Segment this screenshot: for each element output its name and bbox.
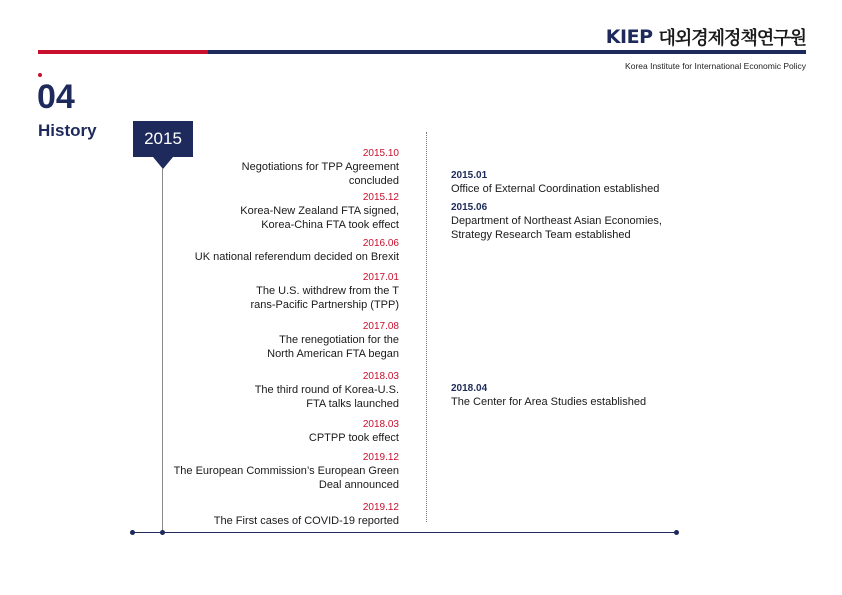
left-event — [214, 501, 399, 528]
left-event — [255, 370, 399, 411]
event-text: The European Commission’s European Green Deal announced — [173, 465, 399, 491]
event-date: 2018.04 — [451, 383, 488, 394]
baseline-dot-start — [130, 530, 135, 535]
event-text: Negotiations for TPP Agreement concluded — [241, 161, 399, 187]
left-event — [174, 451, 399, 492]
event-date: 2015.06 — [451, 202, 488, 213]
event-date: 2017.01 — [362, 272, 399, 283]
header-bar-navy — [208, 50, 806, 54]
header-bar-red — [38, 50, 208, 54]
right-event — [451, 201, 662, 242]
institute-name: Korea Institute for International Economic Policy — [625, 61, 806, 71]
event-text: UK national referendum decided on Brexit — [194, 251, 399, 263]
year-badge: 2015 — [133, 121, 193, 157]
event-date: 2018.03 — [362, 371, 399, 382]
left-event — [267, 320, 399, 361]
baseline-dot-mid — [160, 530, 165, 535]
event-text: Office of External Coordination established — [451, 183, 660, 195]
section-number: 04 — [37, 78, 75, 116]
left-event — [309, 418, 399, 445]
right-event — [451, 382, 646, 409]
event-date: 2015.01 — [451, 170, 488, 181]
event-text: The third round of Korea-U.S. FTA talks launched — [254, 384, 399, 410]
event-text: The Center for Area Studies established — [451, 396, 647, 408]
event-text: CPTPP took effect — [308, 432, 399, 444]
event-text: Korea-New Zealand FTA signed, Korea-China FTA took effect — [240, 205, 399, 231]
left-event — [250, 271, 399, 312]
left-event — [240, 191, 399, 232]
event-text: The First cases of COVID-19 reported — [213, 515, 399, 527]
kiep-logo — [606, 24, 806, 50]
event-date: 2015.10 — [362, 148, 399, 159]
event-text: The renegotiation for the North American FTA began — [267, 334, 399, 360]
baseline-dot-end — [674, 530, 679, 535]
event-text: The U.S. withdrew from the T rans-Pacific Partnership (TPP) — [250, 285, 399, 311]
section-dot — [38, 73, 42, 77]
logo-ko: 대외경제정책연구원 — [658, 28, 806, 49]
logo-en: KIEP — [605, 26, 653, 48]
section-title: History — [38, 121, 97, 140]
left-event — [195, 237, 399, 264]
event-date: 2019.12 — [362, 502, 399, 513]
left-event — [242, 147, 399, 188]
timeline-baseline — [133, 532, 677, 533]
column-divider — [426, 132, 427, 522]
event-date: 2017.08 — [362, 321, 399, 332]
right-event — [451, 169, 659, 196]
event-date: 2015.12 — [362, 192, 399, 203]
event-date: 2016.06 — [362, 238, 399, 249]
event-text: Department of Northeast Asian Economies, Strategy Research Team established — [451, 215, 662, 241]
timeline-vertical-line — [162, 168, 163, 532]
event-date: 2019.12 — [362, 452, 399, 463]
event-date: 2018.03 — [362, 419, 399, 430]
